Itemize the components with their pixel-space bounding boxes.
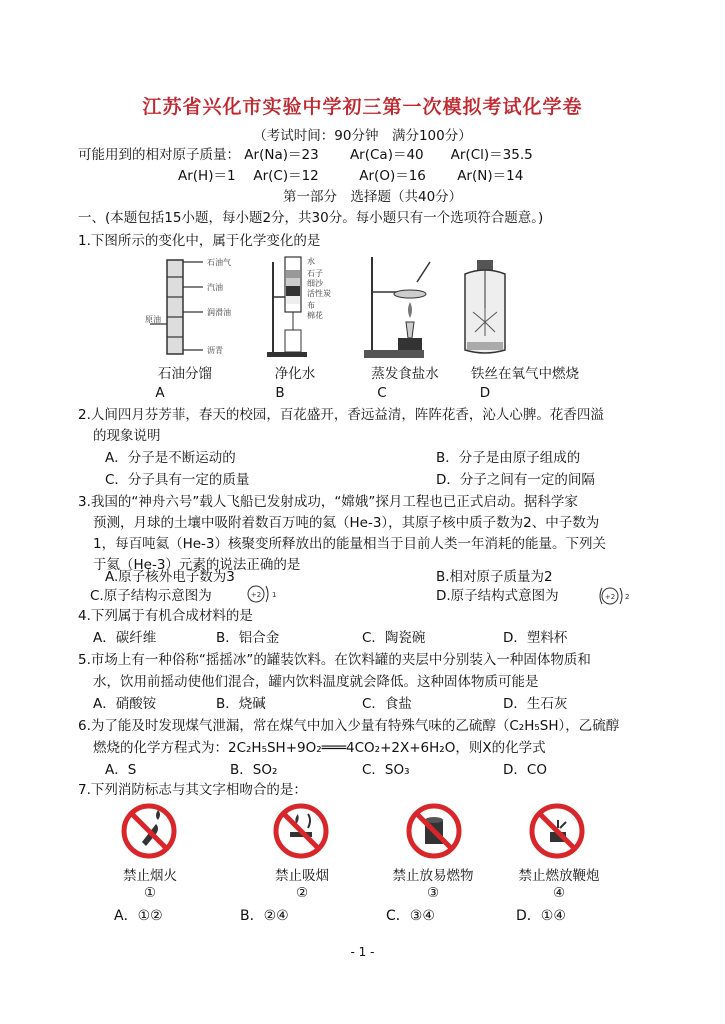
svg-text:2: 2 [625,593,630,601]
q1-figure-a [145,252,265,360]
section-heading: 一、(本题包括15小题，每小题2分，共30分。每小题只有一个选项符合题意。) [78,210,544,226]
q7-option-d: D．①④ [516,908,566,924]
q6-stem-1: 6.为了能及时发现煤气泄漏，常在煤气中加入少量有特殊气味的乙硫醇（C₂H₅SH），乙硫醇 [78,718,620,734]
exam-info: （考试时间：90分钟 满分100分） [253,128,472,144]
svg-text:活性炭: 活性炭 [307,289,331,298]
q1-caption-a: 石油分馏 [158,366,212,382]
q7-num-3: ③ [426,885,440,901]
page-number: - 1 - [350,945,375,959]
q6-stem-2: 燃烧的化学方程式为：2C₂H₅SH+9O₂═══4CO₂+2X+6H₂O，则X的化学式 [93,740,546,756]
q2-stem-2: 的现象说明 [93,428,161,444]
q1-caption-b: 净化水 [274,366,316,382]
q4-stem: 4.下列属于有机合成材料的是 [78,608,253,624]
q7-option-b: B．②④ [240,908,289,924]
q6-option-c: C．SO₃ [362,762,410,778]
q3-option-d: D.原子结构式意图为 [436,588,559,604]
q3-stem-2: 预测，月球的土壤中吸附着数百万吨的氦（He-3），其原子核中质子数为2、中子数为 [93,515,600,531]
q7-label-3: 禁止放易燃物 [392,868,474,884]
q5-option-c: C．食盐 [362,696,412,712]
q3-stem-3: 1，每百吨氦（He-3）核聚变所释放出的能量相当于目前人类一年消耗的能量。下列关 [93,536,607,552]
atomic-masses-line1: 可能用到的相对原子质量： Ar(Na)＝23 Ar(Ca)＝40 Ar(Cl)＝35.5 [78,147,533,163]
q7-option-a: A．①② [114,908,163,924]
svg-text:原油: 原油 [145,315,161,324]
q3-stem-1: 3.我国的“神舟六号”载人飞船已发射成功，“嫦娥”探月工程也已正式启动。据科学家 [78,494,578,510]
no-fire-sign-icon [120,802,178,860]
q4-option-c: C．陶瓷碗 [362,630,426,646]
q1-caption-d: 铁丝在氧气中燃烧 [471,366,579,382]
svg-text:沥青: 沥青 [207,346,223,355]
q6-option-d: D．CO [503,762,547,778]
q2-option-d: D．分子之间有一定的间隔 [436,472,595,488]
q7-option-c: C．③④ [386,908,435,924]
q2-option-b: B．分子是由原子组成的 [436,450,581,466]
atomic-masses-line2: Ar(H)＝1 Ar(C)＝12 Ar(O)＝16 Ar(N)＝14 [178,168,524,184]
svg-text:棉花: 棉花 [307,311,323,320]
no-smoking-sign-icon [272,802,330,860]
page-title: 江苏省兴化市实验中学初三第一次模拟考试化学卷 [142,96,583,118]
q1-figure-d [455,252,515,360]
q4-option-b: B．铝合金 [216,630,280,646]
q7-label-2: 禁止吸烟 [275,868,329,884]
q1-letter-b: B [275,385,285,401]
q7-num-2: ② [295,885,309,901]
q1-figure-b [265,252,355,360]
q6-option-b: B．SO₂ [230,762,278,778]
q5-stem-2: 水，饮用前摇动使他们混合，罐内饮料温度就会降低。这种固体物质可能是 [93,674,539,690]
svg-text:+2: +2 [604,593,616,601]
q7-num-4: ④ [552,885,566,901]
q3-option-c: C.原子结构示意图为 [90,588,212,604]
q7-num-1: ① [143,885,157,901]
q3-option-b: B.相对原子质量为2 [436,569,553,585]
q4-option-a: A．碳纤维 [93,630,157,646]
label-petroleum-gas: 石油气 [207,258,231,267]
q7-label-4: 禁止燃放鞭炮 [518,868,600,884]
q7-stem: 7.下列消防标志与其文字相吻合的是： [78,782,307,798]
q3-stem-4: 于氦（He-3）元素的说法正确的是 [93,557,301,573]
q1-letter-a: A [155,385,165,401]
q1-caption-c: 蒸发食盐水 [371,366,439,382]
svg-text:布: 布 [307,301,315,310]
svg-text:水: 水 [307,257,315,266]
no-flammables-sign-icon [405,802,463,860]
q5-option-d: D．生石灰 [503,696,568,712]
q3-option-a: A.原子核外电子数为3 [105,569,235,585]
q3-option-d-diagram [596,584,630,612]
svg-text:1: 1 [272,591,277,599]
svg-text:细沙: 细沙 [307,279,323,288]
q6-option-a: A．S [105,762,137,778]
svg-text:+2: +2 [250,591,262,599]
q2-stem-1: 2.人间四月芬芳菲，春天的校园，百花盛开，香远益清，阵阵花香，沁人心脾。花香四溢 [78,407,604,423]
svg-text:汽油: 汽油 [207,283,223,292]
q5-option-a: A．硝酸铵 [93,696,157,712]
svg-text:石子: 石子 [307,269,323,278]
q1-figure-c [362,252,442,360]
q1-letter-d: D [479,385,491,401]
q2-option-a: A．分子是不断运动的 [105,450,236,466]
svg-text:润滑油: 润滑油 [207,308,231,317]
q1-letter-c: C [377,385,387,401]
q5-stem-1: 5.市场上有一种俗称“摇摇冰”的罐装饮料。在饮料罐的夹层中分别装入一种固体物质和 [78,652,591,668]
q1-stem: 1.下图所示的变化中，属于化学变化的是 [78,233,321,249]
q7-label-1: 禁止烟火 [123,868,177,884]
q5-option-b: B．烧碱 [216,696,266,712]
q2-option-c: C．分子具有一定的质量 [105,472,250,488]
q4-option-d: D．塑料杯 [503,630,568,646]
no-fireworks-sign-icon [528,802,586,860]
part-heading: 第一部分 选择题（共40分） [283,189,463,205]
